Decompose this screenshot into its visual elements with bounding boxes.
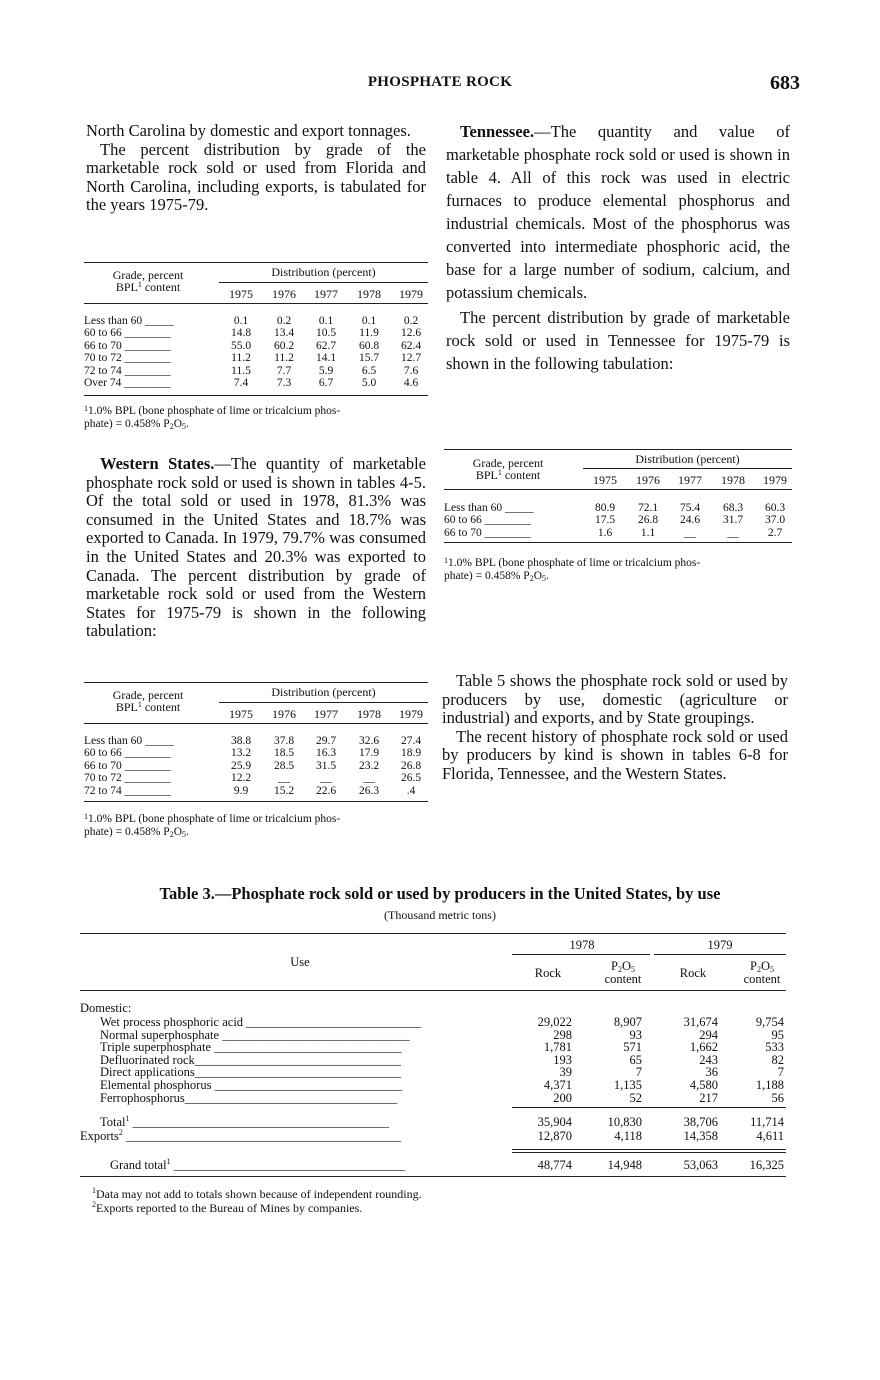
year-header: 1975: [229, 287, 253, 301]
exports-label: Exports$^2$ ____________________________________________: [80, 1128, 402, 1143]
right-closing: [442, 672, 788, 784]
use-label: Wet process phosphoric acid ____________________________: [100, 1015, 422, 1029]
table-cell: __: [727, 526, 739, 539]
intro-paragraph-2: The percent distribution by grade of the marketable rock sold or used from Florida and North Carolina, including exports, is tabulated for the years 1975-79.: [86, 139, 426, 215]
table-cell: 80.9: [594, 502, 616, 514]
grand-total-value: 16,325: [749, 1158, 784, 1172]
year-header: 1978: [721, 473, 745, 487]
table3-footnote-1: $^1$Data may not add to totals shown because of independent rounding.: [92, 1186, 422, 1201]
grade-label: 60 to 66 ________: [84, 327, 171, 340]
distribution-header: Distribution (percent): [635, 452, 740, 466]
table-cell: 2.7: [767, 526, 783, 539]
left-intro: [86, 122, 426, 215]
table-cell: 26.5: [400, 772, 422, 785]
table-cell: 38.8: [230, 735, 252, 747]
intro-paragraph-1: North Carolina by domestic and export tonnages.: [86, 121, 411, 140]
total-value: 38,706: [683, 1115, 718, 1129]
table-cell: 5.9: [318, 364, 334, 377]
table-cell: 13.4: [273, 327, 295, 340]
grade-label: 66 to 70 ________: [84, 339, 171, 352]
table-cell: 7.4: [233, 377, 249, 389]
table-cell: 55.0: [230, 339, 252, 352]
table-cell: 17.5: [594, 514, 616, 527]
grade-table-florida: [84, 262, 428, 437]
table-cell: 14.8: [230, 327, 252, 340]
grade-label: Less than 60 _____: [84, 735, 174, 747]
table-row: [444, 502, 792, 514]
table-cell: 0.2: [403, 315, 419, 327]
table-cell: 9,754: [755, 1015, 784, 1029]
table-cell: 75.4: [679, 502, 701, 514]
table-cell: 68.3: [722, 502, 744, 514]
table3-title: Table 3.—Phosphate rock sold or used by producers in the United States, by use: [159, 884, 721, 903]
domestic-label: Domestic:: [80, 1001, 132, 1015]
grade-header: Grade, percent BPL$^1$ content: [112, 268, 184, 294]
table-row: [444, 514, 792, 526]
table-cell: 200: [553, 1090, 572, 1105]
table-cell: 0.1: [361, 315, 377, 327]
table-cell: 32.6: [358, 735, 380, 747]
grade-label: 72 to 74 ________: [84, 784, 171, 797]
table-cell: 243: [699, 1052, 718, 1067]
tennessee-section: [446, 120, 790, 375]
table-row: [84, 747, 428, 759]
table-cell: 15.2: [273, 784, 295, 797]
table-cell: 7: [635, 1065, 642, 1080]
table-cell: 10.5: [315, 327, 337, 340]
table-cell: 60.3: [764, 502, 786, 514]
table-cell: 11.2: [274, 352, 294, 365]
table-cell: 0.1: [318, 315, 334, 327]
table-cell: 27.4: [400, 735, 422, 747]
table-row: [84, 377, 428, 389]
table-cell: 7.6: [403, 364, 419, 377]
rock-header: Rock: [679, 966, 707, 980]
grade-header: Grade, percent BPL$^1$ content: [112, 688, 184, 714]
use-label: Elemental phosphorus ______________________________: [100, 1078, 403, 1092]
grade-label: 70 to 72 ________: [84, 352, 171, 365]
exports-value: 12,870: [537, 1129, 572, 1143]
western-text: —The quantity of marketable phosphate rock sold or used is shown in tables 4-5. Of the total sold or used in 1978, 81.3% was consumed in the United States and 18.7% was exported to Canada. In 1979, 79.7% was consumed in the United States and 20.3% was exported to Canada. The percent distribution by grade of marketable rock sold or used from the Western States for 1975-79 is shown in the following tabulation:: [86, 454, 426, 641]
table-cell: 31,674: [683, 1015, 718, 1029]
table-row: [84, 340, 428, 352]
year-1978-header: 1978: [569, 938, 595, 952]
table3: [80, 933, 786, 1178]
closing-paragraph-2: The recent history of phosphate rock sold or used by producers by kind is shown in tables 6-8 for Florida, Tennessee, and the Western States.: [442, 726, 788, 783]
grade-header: Grade, percent BPL$^1$ content: [472, 456, 544, 482]
table-cell: 298: [553, 1027, 572, 1042]
exports-value: 4,118: [614, 1129, 642, 1143]
year-header: 1976: [272, 707, 296, 721]
table-cell: 18.5: [273, 747, 295, 760]
table-cell: 4,580: [689, 1078, 718, 1092]
bpl-footnote: $^1$1.0% BPL (bone phosphate of lime or tricalcium phos- phate) = 0.458% $P_2O_5$.: [84, 404, 341, 431]
table-cell: 12.7: [400, 352, 422, 365]
table-cell: 12.2: [230, 772, 252, 785]
table-cell: 60.8: [358, 339, 380, 352]
exports-value: 4,611: [756, 1129, 784, 1143]
table-cell: 11.2: [231, 352, 251, 365]
p2o5-header: $P_2O_5$ content: [604, 959, 642, 986]
table-cell: 62.7: [315, 339, 337, 352]
bpl-footnote: $^1$1.0% BPL (bone phosphate of lime or tricalcium phos- phate) = 0.458% $P_2O_5$.: [444, 556, 701, 583]
table-cell: 24.6: [679, 514, 701, 527]
table-cell: 26.8: [637, 514, 659, 527]
table3-footnote-2: $^2$Exports reported to the Bureau of Mines by companies.: [92, 1200, 363, 1215]
grade-label: 70 to 72 ________: [84, 772, 171, 785]
table-cell: 8,907: [613, 1015, 642, 1029]
table-cell: 95: [771, 1027, 784, 1042]
tennessee-paragraph-2: The percent distribution by grade of marketable rock sold or used in Tennessee for 1975-79 is shown in the following tabulation:: [446, 308, 790, 373]
table-cell: 193: [553, 1052, 572, 1067]
distribution-header: Distribution (percent): [271, 265, 376, 279]
grade-label: Less than 60 _____: [444, 502, 534, 514]
table-cell: 4.6: [403, 377, 419, 389]
year-1979-header: 1979: [707, 938, 733, 952]
table-cell: 533: [765, 1040, 784, 1055]
western-heading: Western States.: [100, 454, 215, 473]
year-header: 1979: [763, 473, 787, 487]
table-cell: 37.0: [764, 514, 786, 527]
grade-table-tennessee: [444, 449, 792, 589]
table-cell: 6.7: [318, 377, 334, 389]
table-cell: 7: [777, 1065, 784, 1080]
total-value: 10,830: [607, 1115, 642, 1129]
table-cell: 31.7: [722, 514, 744, 527]
year-header: 1975: [229, 707, 253, 721]
bpl-footnote: $^1$1.0% BPL (bone phosphate of lime or tricalcium phos- phate) = 0.458% $P_2O_5$.: [84, 812, 341, 839]
year-header: 1976: [272, 287, 296, 301]
table-cell: 29.7: [315, 735, 337, 747]
table-cell: 52: [629, 1090, 642, 1105]
use-label: Direct applications_________________________________: [100, 1065, 402, 1080]
table-cell: 1,135: [613, 1078, 642, 1092]
table-cell: 0.1: [233, 315, 249, 327]
use-label: Ferrophosphorus__________________________________: [100, 1090, 398, 1105]
table-cell: 65: [629, 1052, 642, 1067]
grade-table-western: [84, 682, 428, 847]
table-cell: 36: [705, 1065, 718, 1080]
table-cell: 16.3: [315, 747, 337, 760]
table-cell: 26.3: [358, 784, 380, 797]
total-value: 35,904: [537, 1115, 572, 1129]
table-cell: 62.4: [400, 339, 422, 352]
table-cell: 18.9: [400, 747, 422, 760]
table-row: [84, 352, 428, 364]
table-row: [444, 527, 792, 539]
total-label: Total$^1$ _________________________________________: [100, 1114, 389, 1129]
table-cell: 25.9: [230, 759, 252, 772]
year-header: 1977: [314, 287, 338, 301]
exports-value: 14,358: [683, 1129, 718, 1143]
table-cell: 15.7: [358, 352, 380, 365]
table-row: [84, 772, 428, 784]
table-cell: 29,022: [537, 1015, 572, 1029]
table-cell: 82: [771, 1052, 784, 1067]
rock-header: Rock: [534, 966, 562, 980]
table-cell: 22.6: [315, 784, 337, 797]
table-cell: __: [363, 772, 375, 785]
table-cell: .4: [406, 784, 416, 797]
table-cell: 39: [559, 1065, 572, 1080]
use-label: Triple superphosphate ______________________________: [100, 1040, 402, 1055]
table-cell: 571: [623, 1040, 642, 1055]
grand-total-value: 48,774: [537, 1158, 572, 1172]
table-row: [84, 735, 428, 747]
grand-total-value: 14,948: [607, 1158, 642, 1172]
grade-label: Less than 60 _____: [84, 315, 174, 327]
table-row: [84, 315, 428, 327]
table-cell: 72.1: [637, 502, 659, 514]
table-cell: 93: [629, 1027, 642, 1042]
table-cell: 11.5: [231, 364, 251, 377]
year-header: 1976: [636, 473, 660, 487]
year-header: 1977: [314, 707, 338, 721]
table-row: [84, 760, 428, 772]
use-label: Defluorinated rock_________________________________: [100, 1052, 402, 1067]
table-cell: 56: [771, 1090, 784, 1105]
table-cell: 31.5: [315, 759, 337, 772]
page-number: 683: [770, 72, 800, 94]
table-cell: 1.6: [597, 526, 613, 539]
table-cell: 37.8: [273, 735, 295, 747]
table-cell: __: [684, 526, 696, 539]
table-cell: 14.1: [315, 352, 337, 365]
grade-label: 60 to 66 ________: [84, 747, 171, 760]
table-cell: 60.2: [273, 339, 295, 352]
western-states-section: [86, 455, 426, 641]
table-cell: 9.9: [233, 784, 249, 797]
table-cell: 28.5: [273, 759, 295, 772]
year-header: 1977: [678, 473, 702, 487]
table-row: [84, 785, 428, 797]
total-value: 11,714: [750, 1115, 784, 1129]
grand-total-label: Grand total$^1$ _____________________________________: [110, 1157, 405, 1172]
year-header: 1978: [357, 287, 381, 301]
table-row: [84, 365, 428, 377]
running-header: PHOSPHATE ROCK: [367, 74, 513, 90]
year-header: 1979: [399, 707, 423, 721]
distribution-header: Distribution (percent): [271, 685, 376, 699]
table-cell: 217: [699, 1090, 718, 1105]
grade-label: 66 to 70 ________: [444, 526, 531, 539]
table-cell: 1,188: [755, 1078, 784, 1092]
table-cell: 11.9: [359, 327, 379, 340]
table-cell: 23.2: [358, 759, 380, 772]
table-cell: 6.5: [361, 364, 377, 377]
p2o5-header: $P_2O_5$ content: [743, 959, 781, 986]
table3-subtitle: (Thousand metric tons): [384, 908, 496, 922]
table-cell: 1,662: [689, 1040, 718, 1055]
table-cell: 7.3: [276, 377, 292, 389]
tennessee-text: —The quantity and value of marketable phosphate rock sold or used is shown in table 4. All of this rock was used in electric furnaces to produce elemental phosphorus and industrial chemicals. Most of the phosphorus was converted into intermediate phosphoric acid, the base for a large number of sodium, calcium, and potassium chemicals.: [446, 122, 790, 302]
table-cell: 5.0: [361, 377, 377, 389]
table-cell: 13.2: [230, 747, 252, 760]
tennessee-heading: Tennessee.: [460, 122, 535, 141]
table-cell: 0.2: [276, 315, 292, 327]
table-cell: 7.7: [276, 364, 292, 377]
year-header: 1978: [357, 707, 381, 721]
grade-label: Over 74 ________: [84, 377, 171, 389]
use-header: Use: [290, 955, 310, 969]
table-cell: 26.8: [400, 759, 422, 772]
table-cell: __: [320, 772, 332, 785]
grade-label: 60 to 66 ________: [444, 514, 531, 527]
use-label: Normal superphosphate ______________________________: [100, 1027, 410, 1042]
closing-paragraph-1: Table 5 shows the phosphate rock sold or used by producers by use, domestic (agriculture or industrial) and exports, and by State groupings.: [442, 671, 788, 728]
table-cell: 12.6: [400, 327, 422, 340]
year-header: 1979: [399, 287, 423, 301]
table-cell: 1.1: [640, 526, 656, 539]
grade-label: 72 to 74 ________: [84, 364, 171, 377]
table-cell: __: [278, 772, 290, 785]
grand-total-value: 53,063: [683, 1158, 718, 1172]
table-cell: 17.9: [358, 747, 380, 760]
table-cell: 4,371: [543, 1078, 572, 1092]
grade-label: 66 to 70 ________: [84, 759, 171, 772]
table-cell: 294: [699, 1027, 718, 1042]
table-row: [84, 327, 428, 339]
year-header: 1975: [593, 473, 617, 487]
table-cell: 1,781: [543, 1040, 572, 1055]
